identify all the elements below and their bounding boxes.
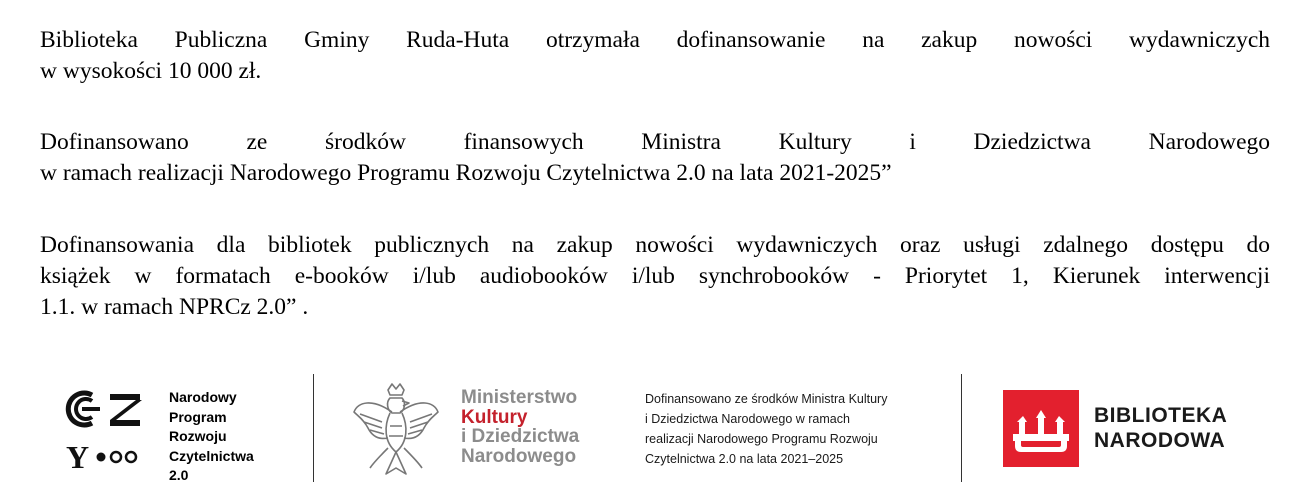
paragraph-line: Dofinansowano ze środków finansowych Ministra Kultury i Dziedzictwa Narodowego [40,129,1270,155]
biblioteka-name-line: BIBLIOTEKA [1094,404,1228,427]
paragraph-line: 1.1. w ramach NPRCz 2.0” . [40,294,309,320]
nprcz-name [169,388,254,486]
nprcz-name-line: Czytelnictwa [169,447,254,464]
paragraph-line: Dofinansowania dla bibliotek publicznych na zakup nowości wydawniczych oraz usługi zdalnego dostępu do [40,232,1270,258]
ministry-name [461,388,579,466]
ministry-name-line: Ministerstwo [461,387,578,408]
ministry-name-line: Kultury [461,406,528,428]
sponsor-logos-footer [0,370,1301,490]
ministry-name-line: i Dziedzictwa [461,426,580,447]
nprcz-logo-icon [64,388,144,470]
paragraph-grant-info [40,25,1270,87]
biblioteka-narodowa-crown-icon [1003,390,1079,467]
paragraph-program-details [40,230,1270,323]
ministry-name-line: Narodowego [461,445,577,467]
nprcz-name-line: Rozwoju [169,428,227,444]
funding-note-line: i Dziedzictwa Narodowego w ramach [645,412,850,426]
divider [961,374,962,482]
paragraph-funding-source [40,127,1270,189]
nprcz-name-line: 2.0 [169,467,189,483]
nprcz-name-line: Narodowy [169,389,237,405]
paragraph-line: Biblioteka Publiczna Gminy Ruda-Huta otrzymała dofinansowanie na zakup nowości wydawniczych [40,27,1270,53]
polish-eagle-emblem-icon [352,382,440,476]
nprcz-name-line: Program [169,408,227,425]
funding-note-line: realizacji Narodowego Programu Rozwoju [645,432,878,446]
divider [313,374,314,482]
ministry-funding-note [645,389,887,469]
funding-note-line: Czytelnictwa 2.0 na lata 2021–2025 [645,452,844,466]
biblioteka-narodowa-name [1094,403,1227,453]
paragraph-line: w wysokości 10 000 zł. [40,58,262,84]
funding-note-line: Dofinansowano ze środków Ministra Kultury [645,392,888,406]
svg-text:Y: Y [66,439,90,470]
paragraph-line: książek w formatach e-booków i/lub audiobooków i/lub synchrobooków - Priorytet 1, Kierunek interwencji [40,263,1270,289]
biblioteka-name-line: NARODOWA [1094,429,1226,452]
paragraph-line: w ramach realizacji Narodowego Programu Rozwoju Czytelnictwa 2.0 na lata 2021-2025” [40,160,892,186]
